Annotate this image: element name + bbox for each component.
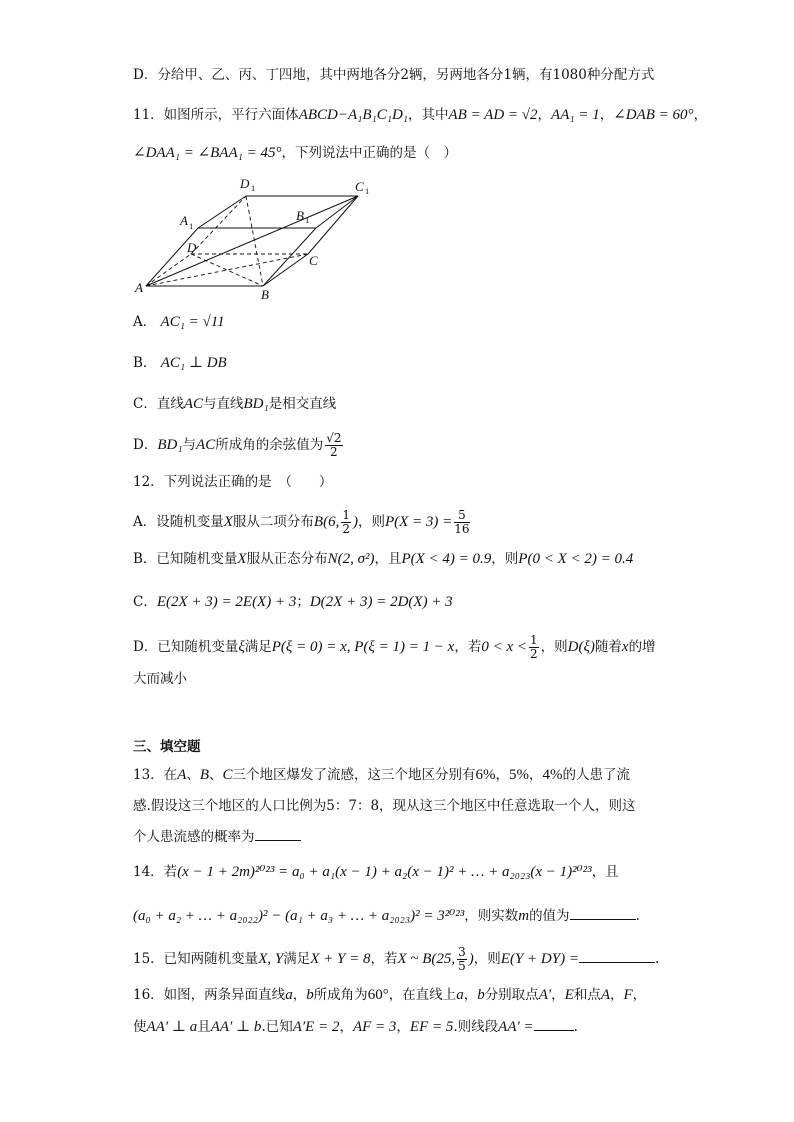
option-label: D． (133, 437, 158, 453)
q-text: 和点 (573, 987, 601, 1003)
label-b: B (261, 287, 269, 302)
label-d: D (187, 240, 197, 255)
math-a-prime: A′ (538, 987, 552, 1003)
fraction-five-sixteenths (454, 509, 469, 536)
q11-cond-aa1: AA₁ = 1 (551, 107, 600, 123)
figure-hidden-edges (146, 196, 308, 286)
figure-solid-edges (146, 196, 358, 286)
q-text: 的人患了流 (562, 767, 631, 783)
q12-option-a (133, 509, 734, 536)
label-c1: C (355, 179, 364, 194)
q-text: 的值为 (529, 908, 570, 924)
q-text: 分别取点 (484, 987, 539, 1003)
math-binomial: X ~ B(25, (397, 951, 456, 967)
math-binomial: B(6, (313, 514, 340, 530)
q-text: ， (396, 1019, 410, 1035)
q-text: 个人患流感的概率为 (133, 829, 255, 845)
q11-cond-angles: ∠DAA₁ = ∠BAA₁ = 45° (133, 145, 282, 161)
math-expectation: E(2X + 3) = 2E(X) + 3 (156, 594, 297, 610)
option-text: 满足 (244, 639, 272, 655)
math-identity: (a₀ + a₂ + … + a₂₀₂₂)² − (a₁ + a₃ + … + a₂₀₂₃)² = 3²⁰²³ (133, 908, 465, 924)
fraction-denominator: 2 (330, 445, 338, 459)
math-angle: 60° (367, 987, 389, 1003)
fraction-sqrt2-over-2 (325, 432, 342, 459)
q16-line1 (133, 985, 734, 1005)
math-ac: AC (196, 437, 216, 453)
q12-option-d (133, 634, 734, 661)
option-text: ，若 (454, 639, 482, 655)
q-text: ， (339, 1019, 353, 1035)
q10-option-d-text: D．分给甲、乙、丙、丁四地，其中两地各分2辆，另两地各分1辆，有1080种分配方式 (133, 67, 655, 83)
q-text: 16．如图，两条异面直线 (133, 987, 286, 1003)
math-x: X (223, 514, 233, 530)
math-probability: P(X = 3) = (384, 514, 453, 530)
math-b: b (477, 987, 485, 1003)
q-text: .则线段 (453, 1019, 499, 1035)
option-label: A． (133, 314, 157, 330)
fraction-numerator: 1 (530, 633, 538, 647)
math-a: a (456, 987, 464, 1003)
fraction-one-half (529, 634, 539, 661)
math-c: C (222, 767, 233, 783)
q11-sep: ， (693, 107, 708, 123)
fraction-denominator: 5 (458, 959, 466, 973)
option-text: ，则 (540, 639, 568, 655)
q12-option-b (133, 549, 734, 569)
option-text: 服从正态分布 (246, 551, 328, 567)
math-perp: AA′ ⊥ a (146, 1019, 198, 1035)
math-percent: 5% (509, 767, 530, 783)
q11-option-a (133, 312, 734, 332)
fraction-one-half (341, 509, 351, 536)
q-text: . (635, 908, 640, 924)
q11-sep: ， (537, 107, 552, 123)
math-sum: X + Y = 8 (310, 951, 371, 967)
q11-cond-angle-dab: ∠DAB = 60° (613, 107, 694, 123)
q11-stem (133, 105, 734, 125)
answer-blank[interactable] (534, 1016, 574, 1031)
q10-option-d (133, 65, 734, 85)
option-text: 与 (182, 437, 197, 453)
math-xy: X, Y (258, 951, 284, 967)
math-f: F (623, 987, 633, 1003)
q11-option-a-math: AC₁ = √11 (160, 314, 225, 330)
math-a: A (600, 987, 610, 1003)
q11-option-c (133, 394, 734, 414)
math-expansion: (x − 1 + 2m)²⁰²³ = a₀ + a₁(x − 1) + a₂(x − 1)² + … + a₂₀₂₃(x − 1)²⁰²³ (177, 864, 592, 880)
q11-option-b (133, 353, 734, 373)
option-text: A．设随机变量 (133, 514, 224, 530)
option-text: ； (296, 594, 310, 610)
q12-stem (133, 472, 734, 492)
label-c1-sub: 1 (365, 186, 370, 196)
option-text: B．已知随机变量 (133, 551, 238, 567)
label-d1: D (240, 176, 250, 191)
q-text: ，在直线上 (388, 987, 457, 1003)
label-a1-sub: 1 (189, 221, 194, 231)
label-b1-sub: 1 (305, 215, 310, 225)
math-percent: 6% (475, 767, 496, 783)
label-d1-sub: 1 (251, 183, 256, 193)
q11-sep: ， (599, 107, 614, 123)
q-text: . (654, 951, 660, 967)
q-text: 所成角为 (313, 987, 368, 1003)
q-text: 满足 (283, 951, 311, 967)
math-m: m (518, 908, 530, 924)
math-length: EF = 5 (409, 1019, 454, 1035)
math-inequality: 0 < x < (481, 639, 527, 655)
q-text: ，则实数 (464, 908, 519, 924)
fraction-numerator: 5 (454, 509, 469, 523)
q13-line1 (133, 765, 734, 785)
option-text: ，且 (374, 551, 402, 567)
label-a1: A (180, 213, 188, 228)
math-variance: D(ξ) (567, 639, 595, 655)
q-text: ，则 (473, 951, 501, 967)
q13-line3 (133, 826, 734, 847)
q11-stem-mid: ，其中 (408, 107, 449, 123)
math-b: B (199, 767, 210, 783)
answer-blank[interactable] (255, 826, 301, 841)
q-text: 13．在 (133, 767, 178, 783)
q11-option-d (133, 432, 734, 459)
q11-stem-end: ，下列说法中正确的是（ ） (281, 145, 457, 161)
option-text: 服从二项分布 (232, 514, 314, 530)
option-text: 所成角的余弦值为 (215, 437, 324, 453)
label-c: C (309, 253, 318, 268)
q14-line1 (133, 862, 734, 882)
q-text: 三个地区爆发了流感，这三个地区分别有 (232, 767, 476, 783)
q13-line2 (133, 796, 734, 816)
q-text: 15．已知两随机变量 (133, 951, 259, 967)
option-text: 随着 (594, 639, 622, 655)
math-x: X (237, 551, 247, 567)
q-text: ， (609, 987, 624, 1003)
q-text: ， (632, 987, 647, 1003)
math-length: AF = 3 (352, 1019, 397, 1035)
math-expectation: E(Y + DY) = (500, 951, 579, 967)
label-b1: B (296, 208, 304, 223)
math-a: A (177, 767, 187, 783)
q11-stem-line2 (133, 143, 734, 163)
math-probability: P(X < 4) = 0.9 (401, 551, 492, 567)
math-xi: ξ (238, 639, 245, 655)
section-title (133, 737, 734, 757)
math-a: a (285, 987, 293, 1003)
option-text: ，则 (357, 514, 385, 530)
q11-parallelepiped-figure (133, 170, 373, 305)
q-text: 感.假设这三个地区的人口比例为5：7：8，现从这三个地区中任意选取一个人，则这 (133, 798, 636, 814)
q15-line1 (133, 946, 734, 973)
q-text: ， (463, 987, 478, 1003)
q16-line2 (133, 1016, 734, 1037)
q-text: ， (495, 767, 510, 783)
q-text: ， (292, 987, 307, 1003)
math-probability: P(0 < X < 2) = 0.4 (518, 551, 634, 567)
math-paren: ) (468, 951, 474, 967)
q-text: . (573, 1019, 578, 1035)
q12-option-d-cont (133, 669, 734, 689)
math-b: b (306, 987, 314, 1003)
option-label: C． (133, 594, 157, 610)
math-e: E (564, 987, 574, 1003)
math-ac: AC (183, 396, 204, 412)
section-title-text: 三、填空题 (133, 739, 201, 755)
math-length: AA′ = (498, 1019, 534, 1035)
math-probability: P(ξ = 0) = x, P(ξ = 1) = 1 − x (271, 639, 455, 655)
option-text: 是相交直线 (268, 396, 337, 412)
q14-line2 (133, 905, 734, 926)
q-text: .已知 (261, 1019, 293, 1035)
option-text: ，则 (491, 551, 519, 567)
math-bd1: BD₁ (243, 396, 269, 412)
option-text: 大而减小 (133, 671, 187, 687)
q-text: ，若 (370, 951, 398, 967)
math-normal: N(2, σ²) (327, 551, 375, 567)
math-x: x (621, 639, 629, 655)
fraction-numerator: √2 (326, 431, 342, 445)
q12-stem-text: 12．下列说法正确的是 （ ） (133, 474, 333, 490)
math-bd1: BD₁ (157, 437, 183, 453)
q-text: 、 (186, 767, 200, 783)
math-percent: 4% (542, 767, 563, 783)
q-text: 使 (133, 1019, 147, 1035)
answer-blank[interactable] (579, 948, 655, 963)
math-perp: AA′ ⊥ b (210, 1019, 262, 1035)
fraction-denominator: 2 (530, 647, 538, 661)
q12-option-c (133, 592, 734, 612)
option-label: B． (133, 355, 157, 371)
label-a: A (135, 280, 143, 295)
answer-blank[interactable] (570, 905, 636, 920)
q-text: ， (529, 767, 543, 783)
fraction-numerator: 3 (458, 945, 466, 959)
q-text: 、 (209, 767, 223, 783)
q11-option-b-math: AC₁ ⊥ DB (160, 355, 227, 371)
math-paren: ) (352, 514, 358, 530)
q11-stem-prefix: 11．如图所示，平行六面体 (133, 107, 299, 123)
math-variance: D(2X + 3) = 2D(X) + 3 (309, 594, 453, 610)
fraction-denominator: 2 (342, 522, 350, 536)
fraction-denominator: 16 (454, 522, 470, 536)
q-text: 且 (197, 1019, 211, 1035)
math-length: A′E = 2 (292, 1019, 340, 1035)
option-text: D．已知随机变量 (133, 639, 239, 655)
option-text: 与直线 (203, 396, 244, 412)
fraction-numerator: 1 (342, 508, 350, 522)
q-text: ，且 (591, 864, 619, 880)
q-text: 14．若 (133, 864, 178, 880)
q11-cond-ab-ad: AB = AD = √2 (448, 107, 538, 123)
q11-solid: ABCD−A₁B₁C₁D₁ (298, 107, 408, 123)
option-label: C．直线 (133, 396, 184, 412)
fraction-three-fifths (457, 946, 467, 973)
option-text: 的增 (628, 639, 656, 655)
q-text: ， (551, 987, 565, 1003)
